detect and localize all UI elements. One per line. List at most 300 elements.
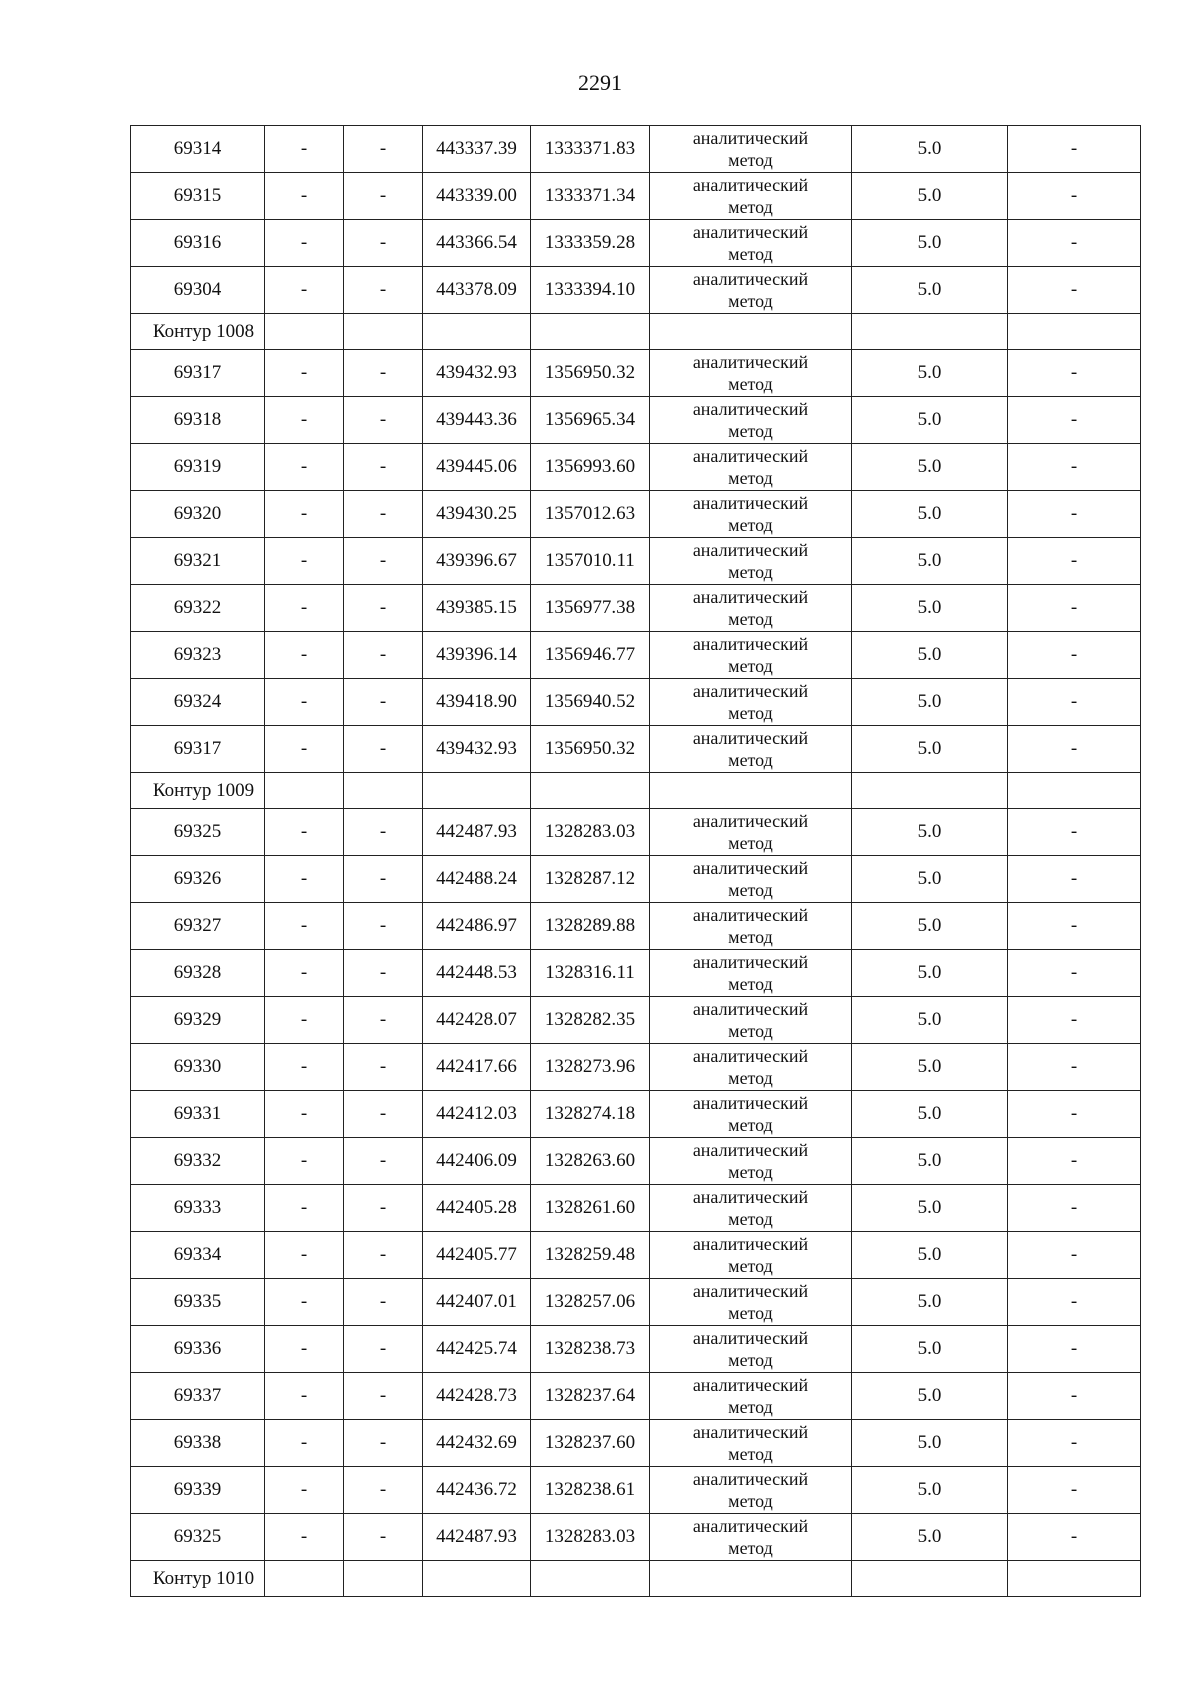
dash-cell: - xyxy=(344,1185,423,1232)
method-line-1: аналитический xyxy=(692,175,809,195)
coordinate-x: 443337.39 xyxy=(423,126,531,173)
method-line-2: метод xyxy=(728,1538,773,1558)
empty-cell xyxy=(1008,314,1141,350)
accuracy-value: 5.0 xyxy=(852,997,1008,1044)
dash-cell: - xyxy=(344,1138,423,1185)
dash-cell: - xyxy=(1008,1420,1141,1467)
coordinate-y: 1328238.61 xyxy=(531,1467,650,1514)
dash-cell: - xyxy=(344,1326,423,1373)
dash-cell: - xyxy=(1008,997,1141,1044)
dash-cell: - xyxy=(1008,856,1141,903)
dash-cell: - xyxy=(265,491,344,538)
point-id: 69316 xyxy=(131,220,265,267)
method-cell xyxy=(650,1467,852,1514)
method-line-1: аналитический xyxy=(692,1281,809,1301)
dash-cell: - xyxy=(265,726,344,773)
table-row xyxy=(131,444,1141,491)
coordinate-y: 1328237.64 xyxy=(531,1373,650,1420)
accuracy-value: 5.0 xyxy=(852,809,1008,856)
point-id: 69328 xyxy=(131,950,265,997)
point-id: 69327 xyxy=(131,903,265,950)
method-line-2: метод xyxy=(728,1021,773,1041)
coordinate-y: 1333394.10 xyxy=(531,267,650,314)
coordinate-x: 443366.54 xyxy=(423,220,531,267)
dash-cell: - xyxy=(1008,809,1141,856)
method-cell xyxy=(650,809,852,856)
table-row xyxy=(131,903,1141,950)
method-cell xyxy=(650,632,852,679)
dash-cell: - xyxy=(1008,1091,1141,1138)
dash-cell: - xyxy=(344,220,423,267)
method-line-2: метод xyxy=(728,1350,773,1370)
method-line-2: метод xyxy=(728,609,773,629)
accuracy-value: 5.0 xyxy=(852,1279,1008,1326)
coordinate-x: 443339.00 xyxy=(423,173,531,220)
empty-cell xyxy=(265,314,344,350)
method-line-2: метод xyxy=(728,244,773,264)
dash-cell: - xyxy=(344,950,423,997)
coordinate-y: 1328287.12 xyxy=(531,856,650,903)
method-line-2: метод xyxy=(728,291,773,311)
method-cell xyxy=(650,585,852,632)
method-line-1: аналитический xyxy=(692,446,809,466)
method-line-2: метод xyxy=(728,1068,773,1088)
method-cell xyxy=(650,538,852,585)
dash-cell: - xyxy=(344,809,423,856)
empty-cell xyxy=(852,773,1008,809)
coordinate-y: 1328316.11 xyxy=(531,950,650,997)
dash-cell: - xyxy=(344,1091,423,1138)
table-row xyxy=(131,220,1141,267)
dash-cell: - xyxy=(265,220,344,267)
coordinate-y: 1333371.83 xyxy=(531,126,650,173)
dash-cell: - xyxy=(1008,903,1141,950)
table-row xyxy=(131,950,1141,997)
table-row xyxy=(131,126,1141,173)
method-cell xyxy=(650,726,852,773)
method-cell xyxy=(650,1514,852,1561)
point-id: 69336 xyxy=(131,1326,265,1373)
dash-cell: - xyxy=(344,726,423,773)
accuracy-value: 5.0 xyxy=(852,538,1008,585)
point-id: 69330 xyxy=(131,1044,265,1091)
dash-cell: - xyxy=(265,397,344,444)
dash-cell: - xyxy=(265,173,344,220)
dash-cell: - xyxy=(265,444,344,491)
table-row xyxy=(131,1091,1141,1138)
accuracy-value: 5.0 xyxy=(852,267,1008,314)
method-line-2: метод xyxy=(728,1303,773,1323)
method-line-1: аналитический xyxy=(692,728,809,748)
accuracy-value: 5.0 xyxy=(852,220,1008,267)
coordinate-y: 1333371.34 xyxy=(531,173,650,220)
dash-cell: - xyxy=(344,585,423,632)
method-line-1: аналитический xyxy=(692,128,809,148)
method-line-1: аналитический xyxy=(692,1140,809,1160)
method-line-1: аналитический xyxy=(692,634,809,654)
coordinate-y: 1328259.48 xyxy=(531,1232,650,1279)
page-number: 2291 xyxy=(578,70,622,95)
dash-cell: - xyxy=(344,1279,423,1326)
coordinate-x: 442407.01 xyxy=(423,1279,531,1326)
point-id: 69333 xyxy=(131,1185,265,1232)
method-cell xyxy=(650,1279,852,1326)
method-cell xyxy=(650,491,852,538)
dash-cell: - xyxy=(265,1514,344,1561)
accuracy-value: 5.0 xyxy=(852,632,1008,679)
coordinate-x: 442405.28 xyxy=(423,1185,531,1232)
dash-cell: - xyxy=(1008,220,1141,267)
coordinate-y: 1328237.60 xyxy=(531,1420,650,1467)
accuracy-value: 5.0 xyxy=(852,1326,1008,1373)
coordinate-y: 1356950.32 xyxy=(531,726,650,773)
accuracy-value: 5.0 xyxy=(852,350,1008,397)
empty-cell xyxy=(531,773,650,809)
coordinate-y: 1357012.63 xyxy=(531,491,650,538)
table-row xyxy=(131,997,1141,1044)
table-row xyxy=(131,1514,1141,1561)
method-line-1: аналитический xyxy=(692,1093,809,1113)
accuracy-value: 5.0 xyxy=(852,950,1008,997)
accuracy-value: 5.0 xyxy=(852,856,1008,903)
dash-cell: - xyxy=(265,1232,344,1279)
dash-cell: - xyxy=(344,1467,423,1514)
method-line-1: аналитический xyxy=(692,681,809,701)
coordinate-x: 439430.25 xyxy=(423,491,531,538)
coordinates-table xyxy=(130,125,1141,1597)
coordinate-x: 442428.73 xyxy=(423,1373,531,1420)
method-line-1: аналитический xyxy=(692,1046,809,1066)
point-id: 69320 xyxy=(131,491,265,538)
method-cell xyxy=(650,126,852,173)
point-id: 69329 xyxy=(131,997,265,1044)
method-line-2: метод xyxy=(728,750,773,770)
method-line-2: метод xyxy=(728,421,773,441)
point-id: 69318 xyxy=(131,397,265,444)
dash-cell: - xyxy=(1008,1044,1141,1091)
dash-cell: - xyxy=(344,1044,423,1091)
method-cell xyxy=(650,903,852,950)
method-line-2: метод xyxy=(728,927,773,947)
dash-cell: - xyxy=(344,173,423,220)
method-line-2: метод xyxy=(728,1115,773,1135)
method-cell xyxy=(650,679,852,726)
empty-cell xyxy=(650,773,852,809)
coordinate-x: 439443.36 xyxy=(423,397,531,444)
method-cell xyxy=(650,267,852,314)
dash-cell: - xyxy=(1008,1467,1141,1514)
table-row xyxy=(131,173,1141,220)
table-row xyxy=(131,726,1141,773)
contour-label: Контур 1010 xyxy=(131,1561,265,1597)
dash-cell: - xyxy=(344,997,423,1044)
dash-cell: - xyxy=(1008,1138,1141,1185)
method-cell xyxy=(650,1185,852,1232)
dash-cell: - xyxy=(344,1514,423,1561)
table-body xyxy=(131,126,1141,1597)
table-row xyxy=(131,585,1141,632)
method-line-2: метод xyxy=(728,1444,773,1464)
dash-cell: - xyxy=(344,903,423,950)
contour-header-row xyxy=(131,314,1141,350)
method-line-1: аналитический xyxy=(692,1516,809,1536)
method-line-1: аналитический xyxy=(692,1375,809,1395)
accuracy-value: 5.0 xyxy=(852,903,1008,950)
dash-cell: - xyxy=(1008,350,1141,397)
method-line-2: метод xyxy=(728,562,773,582)
method-line-2: метод xyxy=(728,1491,773,1511)
method-cell xyxy=(650,1326,852,1373)
method-cell xyxy=(650,444,852,491)
contour-header-row xyxy=(131,1561,1141,1597)
method-cell xyxy=(650,220,852,267)
point-id: 69335 xyxy=(131,1279,265,1326)
dash-cell: - xyxy=(1008,1514,1141,1561)
method-cell xyxy=(650,950,852,997)
dash-cell: - xyxy=(1008,1326,1141,1373)
dash-cell: - xyxy=(265,538,344,585)
table-row xyxy=(131,1232,1141,1279)
coordinate-y: 1356965.34 xyxy=(531,397,650,444)
dash-cell: - xyxy=(265,903,344,950)
dash-cell: - xyxy=(344,350,423,397)
dash-cell: - xyxy=(265,126,344,173)
coordinate-x: 442417.66 xyxy=(423,1044,531,1091)
method-line-2: метод xyxy=(728,656,773,676)
coordinate-x: 442486.97 xyxy=(423,903,531,950)
method-line-1: аналитический xyxy=(692,1187,809,1207)
point-id: 69337 xyxy=(131,1373,265,1420)
point-id: 69314 xyxy=(131,126,265,173)
accuracy-value: 5.0 xyxy=(852,491,1008,538)
table-row xyxy=(131,1326,1141,1373)
empty-cell xyxy=(265,1561,344,1597)
dash-cell: - xyxy=(344,1232,423,1279)
accuracy-value: 5.0 xyxy=(852,585,1008,632)
dash-cell: - xyxy=(344,267,423,314)
coordinate-y: 1328282.35 xyxy=(531,997,650,1044)
point-id: 69334 xyxy=(131,1232,265,1279)
coordinate-x: 439418.90 xyxy=(423,679,531,726)
coordinate-y: 1357010.11 xyxy=(531,538,650,585)
dash-cell: - xyxy=(1008,444,1141,491)
method-line-1: аналитический xyxy=(692,1469,809,1489)
point-id: 69332 xyxy=(131,1138,265,1185)
coordinate-y: 1328274.18 xyxy=(531,1091,650,1138)
coordinate-x: 442406.09 xyxy=(423,1138,531,1185)
empty-cell xyxy=(531,314,650,350)
accuracy-value: 5.0 xyxy=(852,1138,1008,1185)
method-line-2: метод xyxy=(728,1209,773,1229)
method-cell xyxy=(650,1138,852,1185)
accuracy-value: 5.0 xyxy=(852,1467,1008,1514)
coordinate-y: 1356946.77 xyxy=(531,632,650,679)
coordinate-x: 439445.06 xyxy=(423,444,531,491)
coordinate-y: 1356950.32 xyxy=(531,350,650,397)
table-row xyxy=(131,1279,1141,1326)
dash-cell: - xyxy=(265,997,344,1044)
method-cell xyxy=(650,173,852,220)
coordinate-x: 442436.72 xyxy=(423,1467,531,1514)
method-line-2: метод xyxy=(728,197,773,217)
dash-cell: - xyxy=(265,809,344,856)
empty-cell xyxy=(344,773,423,809)
empty-cell xyxy=(423,773,531,809)
coordinate-x: 442428.07 xyxy=(423,997,531,1044)
coordinate-x: 443378.09 xyxy=(423,267,531,314)
dash-cell: - xyxy=(1008,950,1141,997)
dash-cell: - xyxy=(1008,538,1141,585)
method-line-1: аналитический xyxy=(692,222,809,242)
accuracy-value: 5.0 xyxy=(852,397,1008,444)
method-line-1: аналитический xyxy=(692,1234,809,1254)
empty-cell xyxy=(344,1561,423,1597)
coordinate-x: 442432.69 xyxy=(423,1420,531,1467)
coordinate-x: 442487.93 xyxy=(423,809,531,856)
dash-cell: - xyxy=(1008,1279,1141,1326)
method-line-1: аналитический xyxy=(692,1422,809,1442)
dash-cell: - xyxy=(344,1373,423,1420)
accuracy-value: 5.0 xyxy=(852,1232,1008,1279)
coordinate-x: 442425.74 xyxy=(423,1326,531,1373)
empty-cell xyxy=(265,773,344,809)
dash-cell: - xyxy=(344,397,423,444)
empty-cell xyxy=(852,1561,1008,1597)
coordinate-y: 1328238.73 xyxy=(531,1326,650,1373)
coordinate-x: 439396.14 xyxy=(423,632,531,679)
method-line-2: метод xyxy=(728,1397,773,1417)
method-line-2: метод xyxy=(728,150,773,170)
dash-cell: - xyxy=(1008,1232,1141,1279)
method-line-1: аналитический xyxy=(692,811,809,831)
coordinate-x: 439385.15 xyxy=(423,585,531,632)
method-line-2: метод xyxy=(728,515,773,535)
accuracy-value: 5.0 xyxy=(852,1185,1008,1232)
table-row xyxy=(131,267,1141,314)
accuracy-value: 5.0 xyxy=(852,1044,1008,1091)
accuracy-value: 5.0 xyxy=(852,1514,1008,1561)
method-line-1: аналитический xyxy=(692,999,809,1019)
dash-cell: - xyxy=(1008,397,1141,444)
method-cell xyxy=(650,856,852,903)
method-line-2: метод xyxy=(728,833,773,853)
dash-cell: - xyxy=(1008,126,1141,173)
table-row xyxy=(131,1420,1141,1467)
coordinate-x: 442487.93 xyxy=(423,1514,531,1561)
dash-cell: - xyxy=(344,538,423,585)
empty-cell xyxy=(423,1561,531,1597)
point-id: 69325 xyxy=(131,809,265,856)
table-row xyxy=(131,1185,1141,1232)
point-id: 69325 xyxy=(131,1514,265,1561)
accuracy-value: 5.0 xyxy=(852,679,1008,726)
coordinate-y: 1356977.38 xyxy=(531,585,650,632)
point-id: 69326 xyxy=(131,856,265,903)
empty-cell xyxy=(1008,773,1141,809)
accuracy-value: 5.0 xyxy=(852,1373,1008,1420)
dash-cell: - xyxy=(1008,632,1141,679)
point-id: 69339 xyxy=(131,1467,265,1514)
dash-cell: - xyxy=(344,1420,423,1467)
coordinate-x: 442448.53 xyxy=(423,950,531,997)
table-row xyxy=(131,679,1141,726)
dash-cell: - xyxy=(265,585,344,632)
method-line-2: метод xyxy=(728,1162,773,1182)
coordinate-x: 442412.03 xyxy=(423,1091,531,1138)
dash-cell: - xyxy=(1008,173,1141,220)
point-id: 69331 xyxy=(131,1091,265,1138)
method-cell xyxy=(650,997,852,1044)
table-row xyxy=(131,856,1141,903)
accuracy-value: 5.0 xyxy=(852,173,1008,220)
coordinate-y: 1328273.96 xyxy=(531,1044,650,1091)
dash-cell: - xyxy=(265,856,344,903)
dash-cell: - xyxy=(344,444,423,491)
empty-cell xyxy=(423,314,531,350)
dash-cell: - xyxy=(265,1373,344,1420)
point-id: 69304 xyxy=(131,267,265,314)
method-line-1: аналитический xyxy=(692,1328,809,1348)
dash-cell: - xyxy=(265,632,344,679)
method-line-2: метод xyxy=(728,974,773,994)
method-cell xyxy=(650,1420,852,1467)
method-cell xyxy=(650,350,852,397)
dash-cell: - xyxy=(1008,726,1141,773)
dash-cell: - xyxy=(265,1185,344,1232)
method-line-2: метод xyxy=(728,468,773,488)
table-row xyxy=(131,1138,1141,1185)
dash-cell: - xyxy=(265,679,344,726)
method-line-1: аналитический xyxy=(692,399,809,419)
point-id: 69324 xyxy=(131,679,265,726)
table-row xyxy=(131,1044,1141,1091)
point-id: 69317 xyxy=(131,726,265,773)
point-id: 69321 xyxy=(131,538,265,585)
empty-cell xyxy=(531,1561,650,1597)
coordinate-y: 1328263.60 xyxy=(531,1138,650,1185)
coordinate-y: 1328261.60 xyxy=(531,1185,650,1232)
method-line-1: аналитический xyxy=(692,952,809,972)
coordinate-x: 439432.93 xyxy=(423,350,531,397)
dash-cell: - xyxy=(344,126,423,173)
dash-cell: - xyxy=(344,632,423,679)
empty-cell xyxy=(650,314,852,350)
method-cell xyxy=(650,1044,852,1091)
table-row xyxy=(131,1467,1141,1514)
method-line-2: метод xyxy=(728,880,773,900)
point-id: 69317 xyxy=(131,350,265,397)
coordinate-y: 1356940.52 xyxy=(531,679,650,726)
contour-label: Контур 1008 xyxy=(131,314,265,350)
coordinate-y: 1328283.03 xyxy=(531,809,650,856)
accuracy-value: 5.0 xyxy=(852,126,1008,173)
coordinate-y: 1328257.06 xyxy=(531,1279,650,1326)
table-row xyxy=(131,809,1141,856)
dash-cell: - xyxy=(1008,267,1141,314)
coordinate-y: 1328283.03 xyxy=(531,1514,650,1561)
point-id: 69338 xyxy=(131,1420,265,1467)
accuracy-value: 5.0 xyxy=(852,444,1008,491)
method-line-1: аналитический xyxy=(692,352,809,372)
dash-cell: - xyxy=(265,1279,344,1326)
method-line-2: метод xyxy=(728,374,773,394)
method-cell xyxy=(650,1232,852,1279)
dash-cell: - xyxy=(265,1326,344,1373)
empty-cell xyxy=(344,314,423,350)
coordinate-x: 439432.93 xyxy=(423,726,531,773)
accuracy-value: 5.0 xyxy=(852,1420,1008,1467)
dash-cell: - xyxy=(265,1091,344,1138)
